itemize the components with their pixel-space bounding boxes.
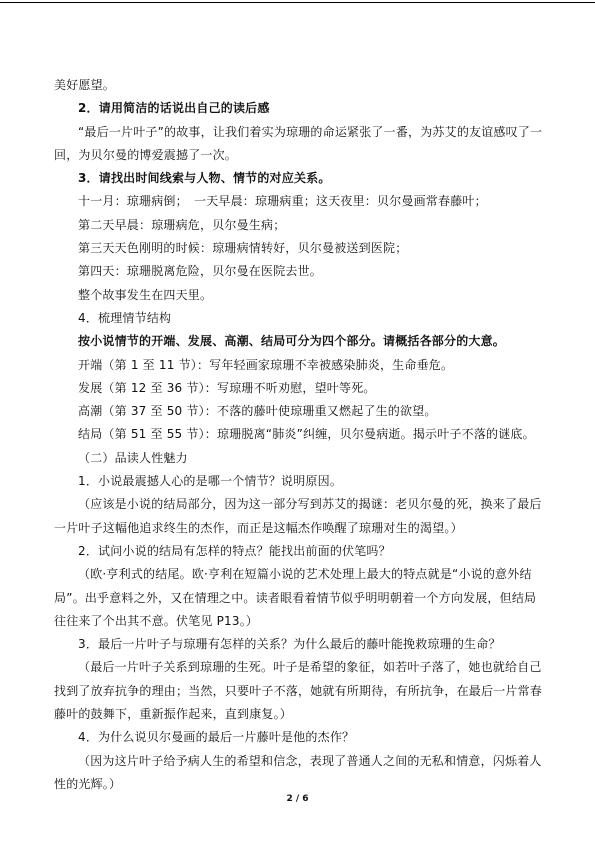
- plot-part: 发展（第 12 至 36 节）：写琼珊不听劝慰，望叶等死。: [78, 380, 376, 395]
- page-content: [54, 74, 544, 796]
- timeline-line: 第二天早晨：琼珊病危，贝尔曼生病；: [78, 217, 286, 232]
- paragraph: 美好愿望。: [54, 78, 116, 92]
- answer: （应该是小说的结局部分，因为这一部分写到苏艾的揭谜：老贝尔曼的死，换来了最后一片叶子这幅他追求终生的杰作，而正是这幅杰作唤醒了琼珊对生的渴望。）: [54, 497, 542, 535]
- question-heading: 按小说情节的开端、发展、高潮、结局可分为四个部分。请概括各部分的大意。: [78, 334, 506, 349]
- question: 2．试问小说的结局有怎样的特点？能找出前面的伏笔吗？: [78, 543, 391, 558]
- page-number: 2 / 6: [286, 794, 309, 804]
- timeline-line: 十一月：琼珊病倒； 一天早晨：琼珊病重；这天夜里：贝尔曼画常春藤叶；: [78, 194, 487, 209]
- question: 4．为什么说贝尔曼画的最后一片藤叶是他的杰作？: [78, 730, 355, 745]
- section-heading: （二）品读人性魅力: [78, 450, 188, 465]
- answer: （因为这片叶子给予病人生的希望和信念，表现了普通人之间的无私和情意，闪烁着人性的光辉。）: [54, 753, 542, 791]
- question: 1．小说最震撼人心的是哪一个情节？说明原因。: [78, 474, 343, 489]
- timeline-line: 第三天天色刚明的时候：琼珊病情转好，贝尔曼被送到医院；: [78, 241, 408, 256]
- plot-part: 结局（第 51 至 55 节）：琼珊脱离“肺炎”纠缠，贝尔曼病逝。揭示叶子不落的谜底。: [78, 427, 535, 442]
- timeline-line: 第四天：琼珊脱离危险，贝尔曼在医院去世。: [78, 264, 323, 279]
- question-heading: 2．请用简洁的话说出自己的读后感: [78, 101, 270, 116]
- header-rule: [0, 2, 595, 3]
- answer: （最后一片叶子关系到琼珊的生死。叶子是希望的象征，如若叶子落了，她也就给自己找到了放弃抗争的理由；当然，只要叶子不落，她就有所期待，有所抗争，在最后一片常春藤叶的鼓舞下，重新振作起来，直到康复。）: [54, 660, 543, 722]
- section-heading: 4．梳理情节结构: [78, 310, 172, 325]
- answer: （欧·亨利式的结尾。欧·亨利在短篇小说的艺术处理上最大的特点就是“小说的意外结局”。出乎意料之外，又在情理之中。读者眼看着情节似乎明明朝着一个方向发展，但结局往往来了个出其不意。伏笔见 P13。）: [54, 567, 537, 628]
- paragraph: “最后一片叶子”的故事，让我们着实为琼珊的命运紧张了一番，为苏艾的友谊感叹了一回，为贝尔曼的博爱震撼了一次。: [54, 124, 543, 162]
- timeline-line: 整个故事发生在四天里。: [78, 287, 213, 302]
- question-heading: 3．请找出时间线索与人物、情节的对应关系。: [78, 171, 331, 186]
- question: 3．最后一片叶子与琼珊有怎样的关系？为什么最后的藤叶能挽救琼珊的生命？: [78, 637, 501, 652]
- plot-part: 高潮（第 37 至 50 节）：不落的藤叶使琼珊重又燃起了生的欲望。: [78, 404, 437, 419]
- plot-part: 开端（第 1 至 11 节）：写年轻画家琼珊不幸被感染肺炎，生命垂危。: [78, 357, 454, 372]
